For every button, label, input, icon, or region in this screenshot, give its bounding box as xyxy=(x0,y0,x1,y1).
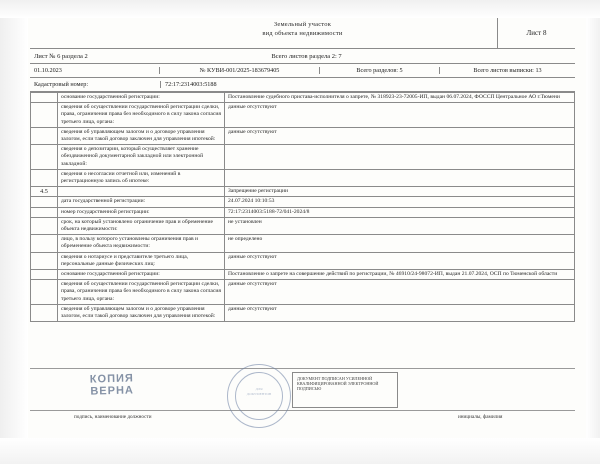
sheet-label: Лист 8 xyxy=(497,18,575,48)
row-value: 24.07.2024 10:10:53 xyxy=(225,197,575,207)
row-value: данные отсутствуют xyxy=(225,280,575,305)
row-label: срок, на который установлено ограничение прав и обременение объекта недвижимости: xyxy=(58,217,225,234)
table-row xyxy=(31,145,575,170)
total-sheets-of-section: Всего листов раздела 2: 7 xyxy=(271,52,342,60)
certification-divider-bottom xyxy=(30,410,575,411)
scan-edge-right xyxy=(586,0,600,464)
row-number xyxy=(31,127,58,144)
table-row xyxy=(31,127,575,144)
table-row xyxy=(31,217,575,234)
table-row xyxy=(31,270,575,280)
row-number xyxy=(31,217,58,234)
row-value: данные отсутствуют xyxy=(225,304,575,321)
table-row xyxy=(31,103,575,128)
row-value xyxy=(225,145,575,170)
row-number xyxy=(31,235,58,252)
table-row xyxy=(31,304,575,321)
object-type-heading xyxy=(30,18,575,38)
row-value: Постановление судебного пристава-исполнителя о запрете, № 318923-23-72005-ИП, выдан 06.07.2024, ФОССП Центральное АО г.Тюмени xyxy=(225,93,575,103)
table-row xyxy=(31,169,575,186)
row-label: сведения об осуществлении государственной регистрации сделки, права, ограничения права без необходимого в силу закона согласия третьего лица, органа: xyxy=(58,280,225,305)
row-label: сведения об управляющем залогом и о договоре управления залогом, если такой договор заключен для управления ипотекой: xyxy=(58,304,225,321)
document-number: № КУВИ-001/2025-183679405 xyxy=(160,67,320,74)
row-value: не установлен xyxy=(225,217,575,234)
row-label xyxy=(58,187,225,197)
table-row xyxy=(31,207,575,217)
row-number xyxy=(31,304,58,321)
records-table-body xyxy=(31,93,575,322)
row-value: не определено xyxy=(225,235,575,252)
row-number: 4.5 xyxy=(31,187,58,197)
certification-block xyxy=(30,368,575,428)
table-row xyxy=(31,197,575,207)
row-value: Постановление о запрете на совершение действий по регистрации, № 46910/24-98072-ИП, выдан 21.07.2024, ОСП по Тюменской области xyxy=(225,270,575,280)
header-row-sheets xyxy=(30,49,575,64)
row-value xyxy=(225,169,575,186)
round-seal-text: ДЛЯ ДОКУМЕНТОВ xyxy=(246,387,272,396)
records-table xyxy=(30,92,575,322)
cadastral-number-value: 72:17:2314003:5188 xyxy=(160,81,575,88)
table-row xyxy=(31,93,575,103)
object-type-line2: вид объекта недвижимости xyxy=(262,29,343,37)
row-number xyxy=(31,252,58,269)
document-date: 01.10.2023 xyxy=(30,67,160,74)
row-value: данные отсутствуют xyxy=(225,127,575,144)
scan-edge-left xyxy=(0,0,28,464)
row-value: 72:17:2314003:5188-72/041-2024/8 xyxy=(225,207,575,217)
row-label: основание государственной регистрации: xyxy=(58,93,225,103)
row-number xyxy=(31,103,58,128)
row-label: сведения о депозитарии, который осуществляет хранение обездвиженной документарной закладной или электронной закладной: xyxy=(58,145,225,170)
table-row xyxy=(31,280,575,305)
row-label: сведения об управляющем залогом и о договоре управления залогом, если такой договор заключен для управления ипотекой: xyxy=(58,127,225,144)
header-row-meta xyxy=(30,64,575,78)
scan-edge-top xyxy=(0,0,600,18)
row-label: сведения о нотариусе и представителе третьего лица, персональные данные физических лиц: xyxy=(58,252,225,269)
header-top xyxy=(30,18,575,49)
row-number xyxy=(31,207,58,217)
electronic-signature-box: ДОКУМЕНТ ПОДПИСАН УСИЛЕННОЙ КВАЛИФИЦИРОВАННОЙ ЭЛЕКТРОННОЙ ПОДПИСЬЮ xyxy=(292,372,398,408)
total-sections: Всего разделов: 5 xyxy=(320,67,440,74)
row-number xyxy=(31,145,58,170)
table-row xyxy=(31,235,575,252)
copy-certified-stamp-line2: ВЕРНА xyxy=(90,384,135,398)
row-value: Запрещение регистрации xyxy=(225,187,575,197)
header-row-cadastral xyxy=(30,78,575,92)
total-extract-sheets: Всего листов выписки: 13 xyxy=(473,67,542,74)
row-number xyxy=(31,169,58,186)
signature-caption-right: инициалы, фамилия xyxy=(458,414,503,420)
row-number xyxy=(31,197,58,207)
sheet-number: Лист № 6 раздела 2 xyxy=(34,52,88,60)
copy-certified-stamp xyxy=(90,372,135,397)
copy-certified-stamp-line1: КОПИЯ xyxy=(89,372,134,386)
table-row xyxy=(31,187,575,197)
row-label: номер государственной регистрации: xyxy=(58,207,225,217)
row-number xyxy=(31,280,58,305)
round-seal-stamp xyxy=(227,364,291,428)
row-label: сведения об осуществлении государственной регистрации сделки, права, ограничения права без необходимого в силу закона согласия третьего лица, органа: xyxy=(58,103,225,128)
row-label: основание государственной регистрации: xyxy=(58,270,225,280)
row-value: данные отсутствуют xyxy=(225,103,575,128)
scan-edge-bottom xyxy=(0,438,600,464)
document-body xyxy=(30,18,575,322)
row-label: дата государственной регистрации: xyxy=(58,197,225,207)
signature-caption-left: подпись, наименование должности xyxy=(74,414,152,420)
row-label: сведения о несогласии отчетной или, изменений в регистрационную запись об ипотеке: xyxy=(58,169,225,186)
row-number xyxy=(31,93,58,103)
row-value: данные отсутствуют xyxy=(225,252,575,269)
object-type-line1: Земельный участок xyxy=(273,21,332,28)
certification-divider-top xyxy=(30,368,575,369)
row-number xyxy=(31,270,58,280)
row-label: лицо, в пользу которого установлены ограничения прав и обременение объекта недвижимости: xyxy=(58,235,225,252)
table-row xyxy=(31,252,575,269)
cadastral-number-label: Кадастровый номер: xyxy=(34,81,89,88)
